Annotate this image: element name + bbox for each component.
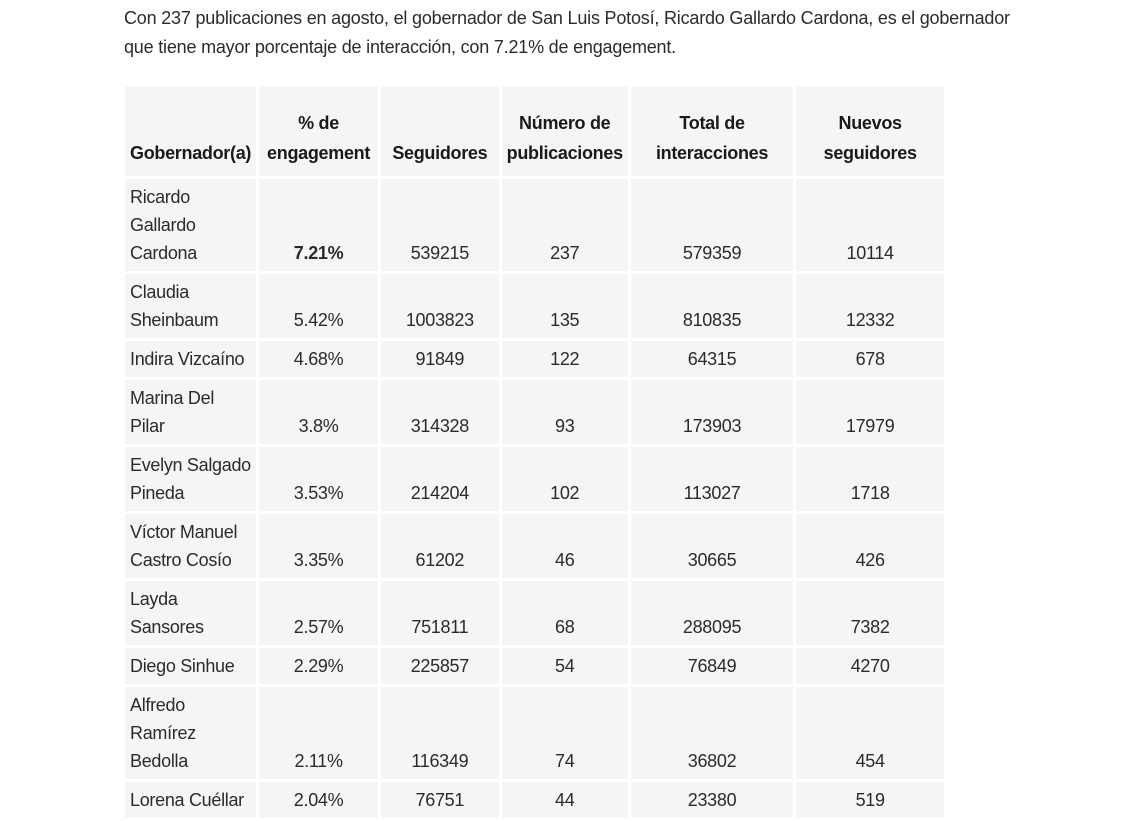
- cell-followers: 225857: [381, 648, 499, 684]
- cell-new-followers: 17979: [796, 380, 944, 444]
- table-row: [125, 447, 944, 511]
- cell-name: Claudia Sheinbaum: [125, 274, 256, 338]
- cell-engagement: 3.8%: [259, 380, 378, 444]
- intro-paragraph: Con 237 publicaciones en agosto, el gobernador de San Luis Potosí, Ricardo Gallardo Cardona, es el gobernador que tiene mayor porcentaje de interacción, con 7.21% de engagement.: [124, 8, 1010, 57]
- cell-interactions: 36802: [631, 687, 794, 779]
- cell-posts: 68: [502, 581, 628, 645]
- cell-engagement: 2.04%: [259, 782, 378, 818]
- cell-engagement: 3.35%: [259, 514, 378, 578]
- governors-engagement-table: [122, 83, 947, 821]
- cell-name: Víctor Manuel Castro Cosío: [125, 514, 256, 578]
- cell-followers: 116349: [381, 687, 499, 779]
- cell-engagement: 2.29%: [259, 648, 378, 684]
- cell-followers: 61202: [381, 514, 499, 578]
- cell-posts: 54: [502, 648, 628, 684]
- cell-interactions: 810835: [631, 274, 794, 338]
- table-row: [125, 380, 944, 444]
- cell-new-followers: 678: [796, 341, 944, 377]
- cell-interactions: 64315: [631, 341, 794, 377]
- cell-followers: 76751: [381, 782, 499, 818]
- cell-engagement: 7.21%: [259, 179, 378, 271]
- cell-posts: 93: [502, 380, 628, 444]
- header-new-followers: Nuevos seguidores: [796, 86, 944, 176]
- cell-new-followers: 426: [796, 514, 944, 578]
- header-interactions: Total de interacciones: [631, 86, 794, 176]
- cell-followers: 1003823: [381, 274, 499, 338]
- table-row: [125, 687, 944, 779]
- header-posts: Número de publicaciones: [502, 86, 628, 176]
- cell-followers: 91849: [381, 341, 499, 377]
- governors-table-container: [125, 86, 947, 821]
- table-row: [125, 648, 944, 684]
- table-row: [125, 274, 944, 338]
- cell-interactions: 288095: [631, 581, 794, 645]
- cell-posts: 122: [502, 341, 628, 377]
- header-engagement: % de engagement: [259, 86, 378, 176]
- cell-name: Evelyn Salgado Pineda: [125, 447, 256, 511]
- table-row: [125, 341, 944, 377]
- cell-posts: 135: [502, 274, 628, 338]
- cell-interactions: 23380: [631, 782, 794, 818]
- table-header-row: [125, 86, 944, 176]
- cell-name: Diego Sinhue: [125, 648, 256, 684]
- cell-new-followers: 1718: [796, 447, 944, 511]
- cell-posts: 44: [502, 782, 628, 818]
- cell-new-followers: 454: [796, 687, 944, 779]
- cell-engagement: 4.68%: [259, 341, 378, 377]
- table-row: [125, 179, 944, 271]
- cell-name: Alfredo Ramírez Bedolla: [125, 687, 256, 779]
- table-row: [125, 782, 944, 818]
- cell-followers: 214204: [381, 447, 499, 511]
- cell-followers: 751811: [381, 581, 499, 645]
- cell-interactions: 76849: [631, 648, 794, 684]
- cell-name: Ricardo Gallardo Cardona: [125, 179, 256, 271]
- cell-followers: 314328: [381, 380, 499, 444]
- cell-engagement: 2.11%: [259, 687, 378, 779]
- cell-posts: 74: [502, 687, 628, 779]
- cell-name: Indira Vizcaíno: [125, 341, 256, 377]
- cell-interactions: 30665: [631, 514, 794, 578]
- cell-engagement: 3.53%: [259, 447, 378, 511]
- header-followers: Seguidores: [381, 86, 499, 176]
- cell-name: Layda Sansores: [125, 581, 256, 645]
- cell-new-followers: 10114: [796, 179, 944, 271]
- cell-interactions: 579359: [631, 179, 794, 271]
- cell-posts: 237: [502, 179, 628, 271]
- cell-engagement: 2.57%: [259, 581, 378, 645]
- cell-posts: 102: [502, 447, 628, 511]
- cell-name: Lorena Cuéllar: [125, 782, 256, 818]
- cell-new-followers: 4270: [796, 648, 944, 684]
- cell-engagement: 5.42%: [259, 274, 378, 338]
- cell-new-followers: 519: [796, 782, 944, 818]
- cell-new-followers: 12332: [796, 274, 944, 338]
- cell-new-followers: 7382: [796, 581, 944, 645]
- header-governor: Gobernador(a): [125, 86, 256, 176]
- cell-followers: 539215: [381, 179, 499, 271]
- table-row: [125, 514, 944, 578]
- cell-interactions: 113027: [631, 447, 794, 511]
- table-row: [125, 581, 944, 645]
- cell-name: Marina Del Pilar: [125, 380, 256, 444]
- cell-interactions: 173903: [631, 380, 794, 444]
- cell-posts: 46: [502, 514, 628, 578]
